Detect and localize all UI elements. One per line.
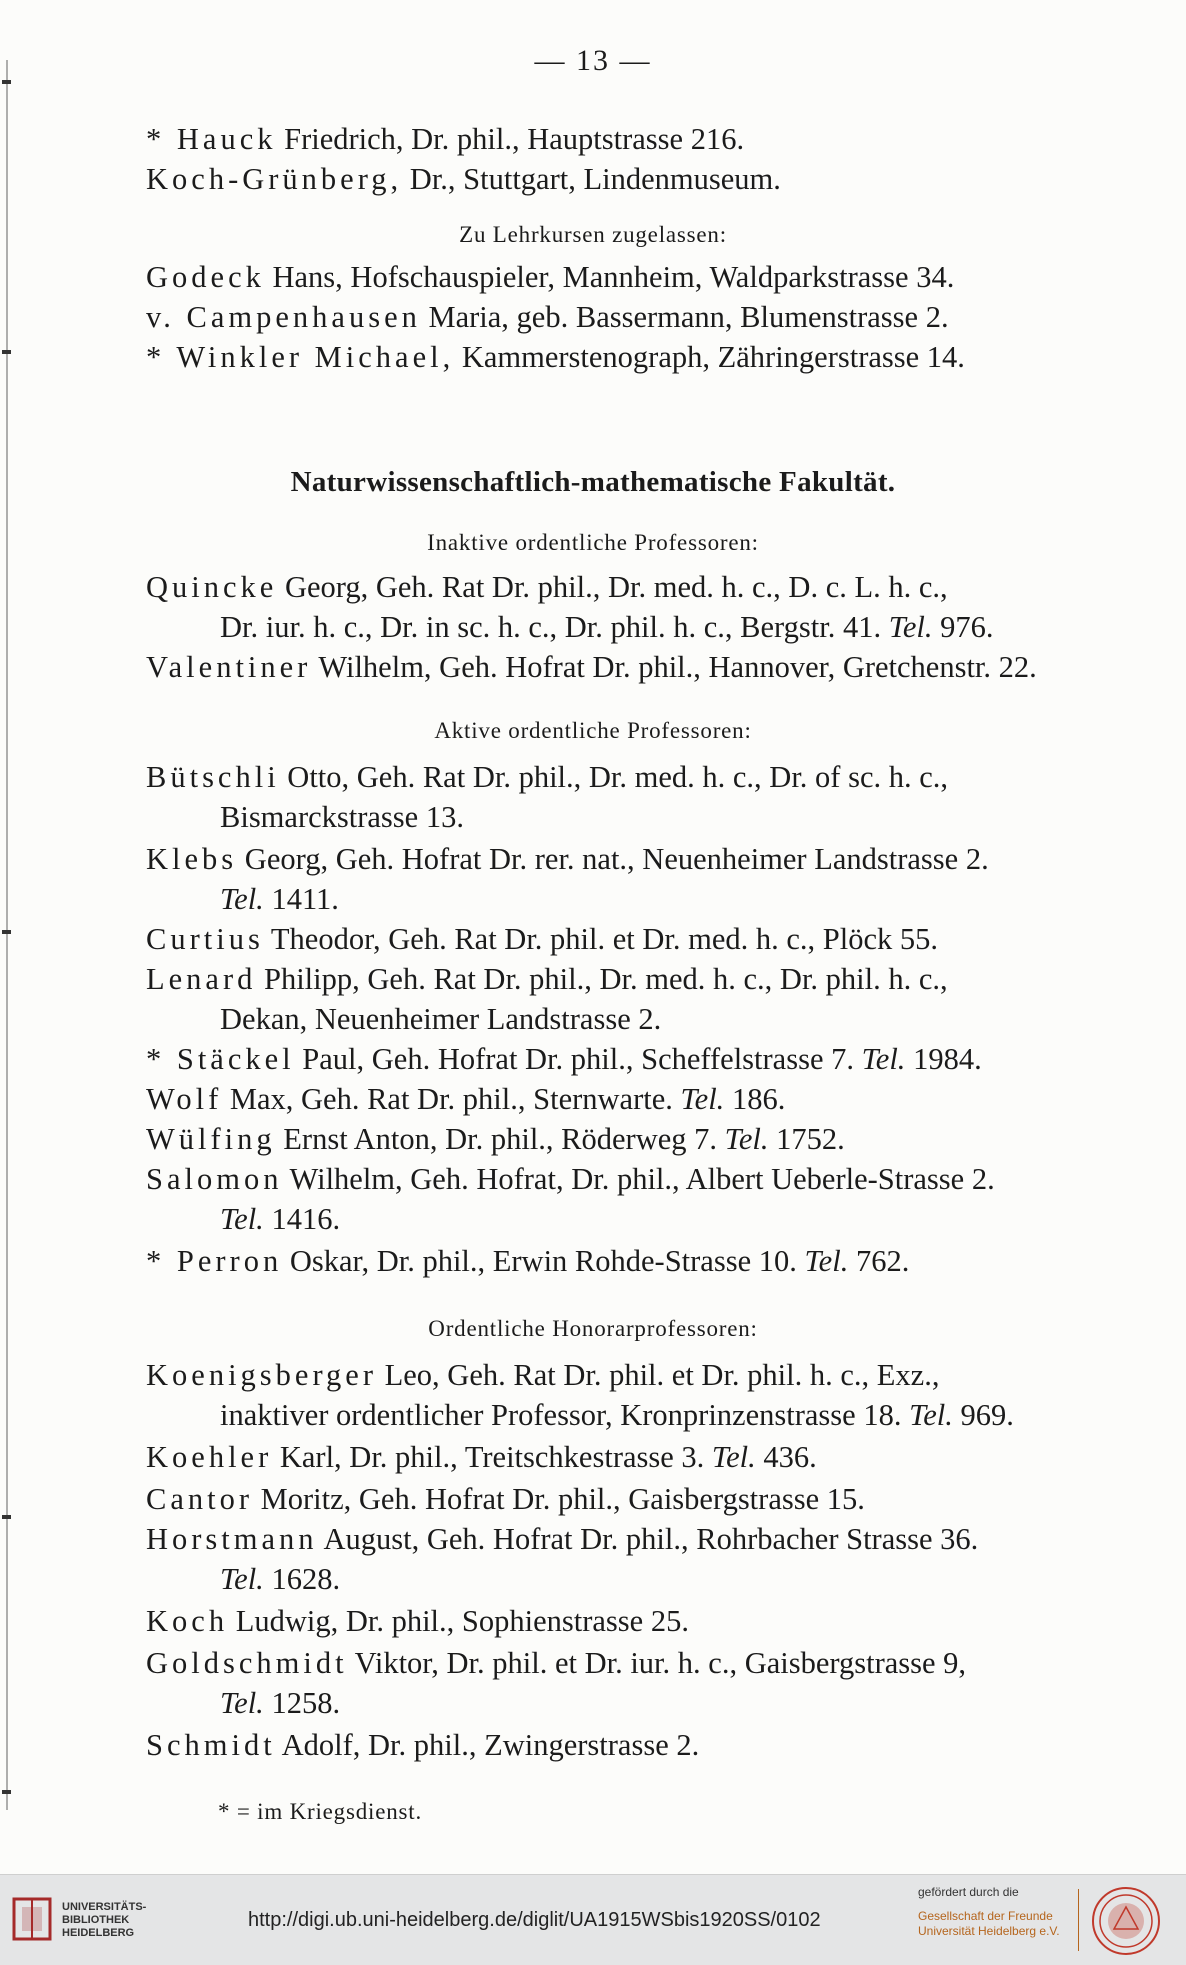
entry-line: Klebs Georg, Geh. Hofrat Dr. rer. nat., Neuenheimer Landstrasse 2. bbox=[146, 842, 989, 876]
entry-continuation: Tel. 1258. bbox=[220, 1686, 341, 1720]
entry-line: * Hauck Friedrich, Dr. phil., Hauptstrasse 216. bbox=[146, 122, 745, 156]
scan-edge bbox=[6, 60, 8, 1810]
entry-line: Valentiner Wilhelm, Geh. Hofrat Dr. phil., Hannover, Gretchenstr. 22. bbox=[146, 650, 1037, 684]
sponsor-intro: gefördert durch die bbox=[918, 1885, 1019, 1899]
page-number: — 13 — bbox=[534, 44, 652, 77]
permalink-url[interactable]: http://digi.ub.uni-heidelberg.de/diglit/UA1915WSbis1920SS/0102 bbox=[248, 1909, 821, 1931]
faculty-heading: Naturwissenschaftlich-mathematische Fakultät. bbox=[290, 466, 896, 498]
library-name: UNIVERSITÄTS- BIBLIOTHEK HEIDELBERG bbox=[62, 1901, 147, 1939]
viewer-footer bbox=[0, 1874, 1186, 1965]
library-logo-icon bbox=[12, 1893, 52, 1945]
entry-line: Koehler Karl, Dr. phil., Treitschkestrasse 3. Tel. 436. bbox=[146, 1440, 817, 1474]
entry-line: Salomon Wilhelm, Geh. Hofrat, Dr. phil., Albert Ueberle-Strasse 2. bbox=[146, 1162, 995, 1196]
section-subheading: Inaktive ordentliche Professoren: bbox=[427, 530, 759, 555]
entry-line: v. Campenhausen Maria, geb. Bassermann, Blumenstrasse 2. bbox=[146, 300, 949, 334]
entry-line: * Perron Oskar, Dr. phil., Erwin Rohde-Strasse 10. Tel. 762. bbox=[146, 1244, 910, 1278]
entry-line: Goldschmidt Viktor, Dr. phil. et Dr. iur. h. c., Gaisbergstrasse 9, bbox=[146, 1646, 967, 1680]
entry-line: Lenard Philipp, Geh. Rat Dr. phil., Dr. med. h. c., Dr. phil. h. c., bbox=[146, 962, 948, 996]
entry-continuation: Tel. 1628. bbox=[220, 1562, 341, 1596]
entry-continuation: Bismarckstrasse 13. bbox=[220, 800, 464, 834]
entry-continuation: Tel. 1416. bbox=[220, 1202, 341, 1236]
section-subheading: Ordentliche Honorarprofessoren: bbox=[428, 1316, 758, 1341]
sponsor-name[interactable]: Gesellschaft der Freunde Universität Heidelberg e.V. bbox=[918, 1909, 1060, 1938]
entry-line: Cantor Moritz, Geh. Hofrat Dr. phil., Gaisbergstrasse 15. bbox=[146, 1482, 865, 1516]
entry-line: Koch-Grünberg, Dr., Stuttgart, Lindenmuseum. bbox=[146, 162, 781, 196]
section-subheading: Zu Lehrkursen zugelassen: bbox=[459, 222, 727, 247]
entry-line: Quincke Georg, Geh. Rat Dr. phil., Dr. med. h. c., D. c. L. h. c., bbox=[146, 570, 948, 604]
entry-line: * Winkler Michael, Kammerstenograph, Zähringerstrasse 14. bbox=[146, 340, 965, 374]
scan-mark bbox=[2, 80, 11, 84]
entry-continuation: inaktiver ordentlicher Professor, Kronprinzenstrasse 18. Tel. 969. bbox=[220, 1398, 1014, 1432]
scan-mark bbox=[2, 1515, 11, 1519]
entry-line: Bütschli Otto, Geh. Rat Dr. phil., Dr. med. h. c., Dr. of sc. h. c., bbox=[146, 760, 949, 794]
scan-mark bbox=[2, 350, 11, 354]
entry-line: Wülfing Ernst Anton, Dr. phil., Röderweg 7. Tel. 1752. bbox=[146, 1122, 845, 1156]
section-subheading: Aktive ordentliche Professoren: bbox=[434, 718, 752, 743]
entry-line: Koenigsberger Leo, Geh. Rat Dr. phil. et Dr. phil. h. c., Exz., bbox=[146, 1358, 940, 1392]
entry-line: Schmidt Adolf, Dr. phil., Zwingerstrasse 2. bbox=[146, 1728, 700, 1762]
footnote: * = im Kriegsdienst. bbox=[218, 1799, 423, 1824]
entry-continuation: Dekan, Neuenheimer Landstrasse 2. bbox=[220, 1002, 662, 1036]
scan-mark bbox=[2, 930, 11, 934]
entry-continuation: Tel. 1411. bbox=[220, 882, 339, 916]
scan-mark bbox=[2, 1790, 11, 1794]
entry-line: Curtius Theodor, Geh. Rat Dr. phil. et Dr. med. h. c., Plöck 55. bbox=[146, 922, 939, 956]
divider bbox=[1078, 1889, 1079, 1951]
entry-continuation: Dr. iur. h. c., Dr. in sc. h. c., Dr. phil. h. c., Bergstr. 41. Tel. 976. bbox=[220, 610, 994, 644]
university-seal-icon bbox=[1090, 1885, 1162, 1957]
entry-line: Wolf Max, Geh. Rat Dr. phil., Sternwarte. Tel. 186. bbox=[146, 1082, 786, 1116]
entry-line: * Stäckel Paul, Geh. Hofrat Dr. phil., Scheffelstrasse 7. Tel. 1984. bbox=[146, 1042, 982, 1076]
entry-line: Horstmann August, Geh. Hofrat Dr. phil., Rohrbacher Strasse 36. bbox=[146, 1522, 979, 1556]
entry-line: Godeck Hans, Hofschauspieler, Mannheim, Waldparkstrasse 34. bbox=[146, 260, 955, 294]
entry-line: Koch Ludwig, Dr. phil., Sophienstrasse 25. bbox=[146, 1604, 689, 1638]
